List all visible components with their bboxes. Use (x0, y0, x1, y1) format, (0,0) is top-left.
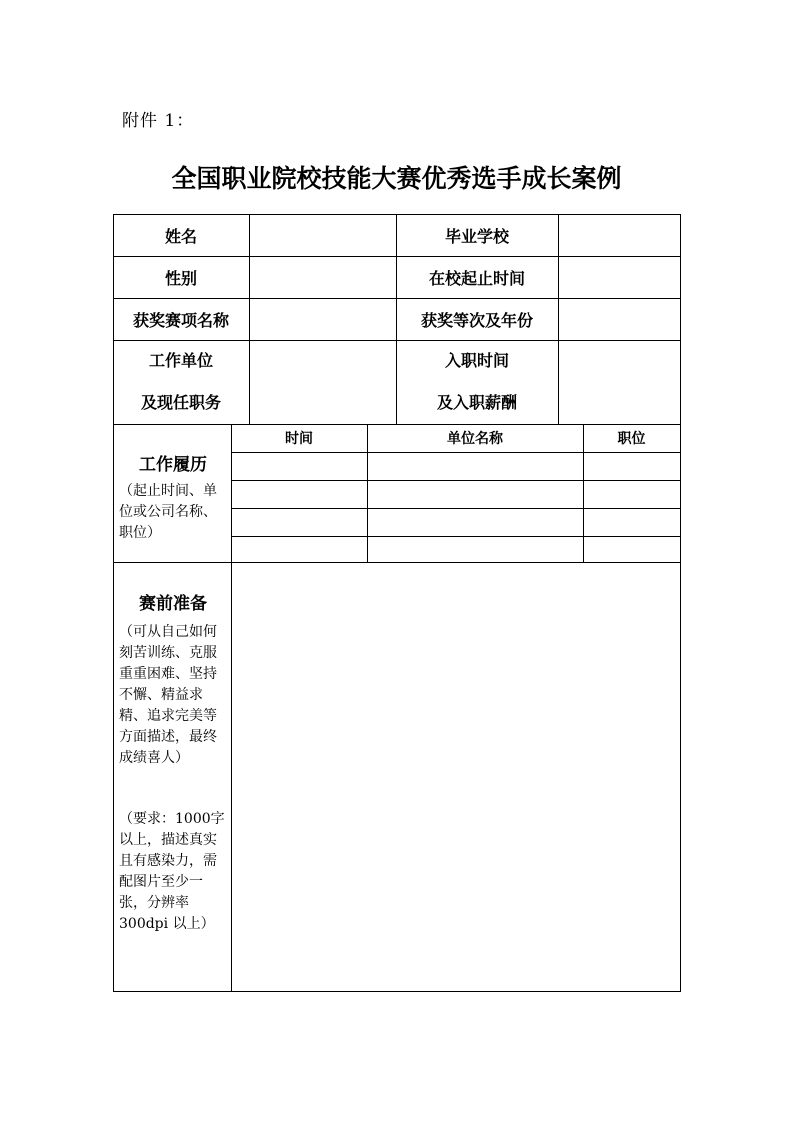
history-row2-position[interactable] (584, 481, 680, 508)
column-header-time: 时间 (285, 431, 313, 447)
name-label: 姓名 (164, 226, 197, 246)
preparation-note: （可从自己如何刻苦训练、克服重重困难、坚持不懈、精益求精、追求完美等方面描述，最终成绩喜人） (119, 624, 217, 766)
preparation-label (119, 589, 227, 935)
preparation-content-field[interactable] (232, 563, 680, 991)
page-title: 全国职业院校技能大赛优秀选手成长案例 (171, 164, 622, 193)
award-item-field[interactable] (250, 299, 396, 340)
work-unit-field[interactable] (250, 341, 396, 424)
history-row1-unit[interactable] (368, 453, 583, 480)
history-row3-position[interactable] (584, 509, 680, 536)
history-row1-time[interactable] (232, 453, 367, 480)
school-field[interactable] (559, 215, 680, 256)
gender-label: 性别 (164, 268, 197, 288)
history-row1-position[interactable] (584, 453, 680, 480)
school-period-field[interactable] (559, 257, 680, 298)
history-row2-unit[interactable] (368, 481, 583, 508)
entry-time-label-line2: 及入职薪酬 (436, 393, 517, 412)
work-history-label (119, 450, 227, 544)
work-history-title: 工作履历 (139, 455, 207, 475)
award-rank-label: 获奖等次及年份 (420, 310, 533, 330)
preparation-requirement: （要求：1000字以上，描述真实且有感染力，需配图片至少一张，分辨率300dpi 以上） (119, 811, 225, 932)
history-row4-position[interactable] (584, 537, 680, 562)
work-history-note: （起止时间、单位或公司名称、职位） (119, 483, 217, 541)
work-unit-label-line1: 工作单位 (148, 351, 213, 370)
history-row3-time[interactable] (232, 509, 367, 536)
entry-time-label (396, 340, 558, 424)
column-header-position: 职位 (617, 431, 646, 447)
history-row3-unit[interactable] (368, 509, 583, 536)
gender-field[interactable] (250, 257, 396, 298)
preparation-title: 赛前准备 (139, 594, 207, 614)
attachment-label: 附件 1： (122, 111, 195, 131)
award-rank-field[interactable] (559, 299, 680, 340)
history-row4-unit[interactable] (368, 537, 583, 562)
entry-time-field[interactable] (559, 341, 680, 424)
history-row4-time[interactable] (232, 537, 367, 562)
school-label: 毕业学校 (444, 226, 509, 246)
entry-time-label-line1: 入职时间 (444, 351, 509, 370)
school-period-label: 在校起止时间 (428, 268, 525, 288)
award-item-label: 获奖赛项名称 (132, 310, 229, 330)
work-unit-label-line2: 及现任职务 (140, 393, 221, 412)
name-field[interactable] (250, 215, 396, 256)
work-unit-label (113, 340, 249, 424)
form-table (113, 214, 681, 992)
history-row2-time[interactable] (232, 481, 367, 508)
column-header-unit: 单位名称 (447, 431, 503, 447)
